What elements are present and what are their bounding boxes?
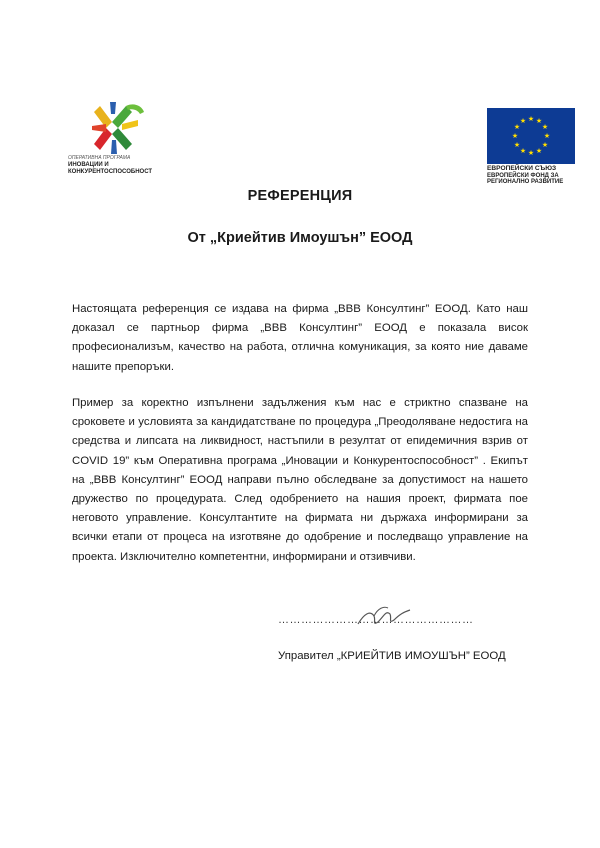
document-subtitle: От „Криейтив Имоушън” ЕООД xyxy=(187,230,413,246)
svg-text:★: ★ xyxy=(543,132,551,140)
program-logo-caption xyxy=(68,155,178,176)
program-logo-line1: ИНОВАЦИИ И xyxy=(68,162,109,168)
svg-text:★: ★ xyxy=(535,117,543,125)
program-logo-line2: КОНКУРЕНТОСПОСОБНОСТ xyxy=(68,169,153,175)
svg-text:★: ★ xyxy=(513,141,521,149)
svg-text:★: ★ xyxy=(541,141,549,149)
eu-flag-icon xyxy=(487,108,575,164)
program-emblem-icon xyxy=(82,100,152,156)
svg-text:★: ★ xyxy=(535,147,543,155)
paragraph-2: Пример за коректно изпълнени задължения към нас е стриктно спазване на сроковете и условията за кандидатстване по процедура „Преодоляване недостига на средства и липсата на ликвидност, настъпили в резултат от епидемичния взрив от COVID 19” към Оперативна програма „Иновации и Конкурентоспособност” . Екипът на „ВВВ Консултинг” ЕООД направи пълно обследване за допустимост на нашето дружество по процедурата. След одобрението на нашия проект, фирмата пое неговото управление. Консултантите на фирмата ни държаха информирани за всички етапи от процеса на изготвяне до одобрение и последващо управление на проекта. Изключително компетентни, информирани и отзивчиви. xyxy=(72,397,528,563)
document-title: РЕФЕРЕНЦИЯ xyxy=(247,188,353,204)
svg-text:★: ★ xyxy=(541,123,549,131)
signature-block xyxy=(278,614,538,662)
svg-text:★: ★ xyxy=(511,132,519,140)
operational-program-logo xyxy=(68,100,178,182)
signature-dots: …………………………………………… xyxy=(278,614,474,626)
eu-logo-caption xyxy=(487,166,587,186)
svg-text:★: ★ xyxy=(519,147,527,155)
eu-stars-icon xyxy=(487,108,575,164)
svg-text:★: ★ xyxy=(513,123,521,131)
program-logo-small-line: ОПЕРАТИВНА ПРОГРАМА xyxy=(68,155,131,161)
svg-text:★: ★ xyxy=(527,149,535,157)
signature-line xyxy=(278,614,538,636)
svg-text:★: ★ xyxy=(527,115,535,123)
eu-logo xyxy=(487,108,587,183)
signer-name: Управител „КРИЕЙТИВ ИМОУШЪН” ЕООД xyxy=(278,650,506,662)
svg-text:★: ★ xyxy=(519,117,527,125)
handwritten-signature-icon xyxy=(354,604,414,630)
paragraph-1: Настоящата референция се издава на фирма „ВВВ Консултинг” ЕООД. Като наш доказал се партньор фирма „ВВВ Консултинг” ЕООД е показала висок професионализъм, качество на работа, отлична комуникация, за която ние даваме нашите препоръки. xyxy=(72,303,528,373)
eu-logo-line1: ЕВРОПЕЙСКИ СЪЮЗ xyxy=(487,165,557,172)
eu-logo-line2: ЕВРОПЕЙСКИ ФОНД ЗА xyxy=(487,172,559,179)
eu-logo-line3: РЕГИОНАЛНО РАЗВИТИЕ xyxy=(487,179,564,185)
